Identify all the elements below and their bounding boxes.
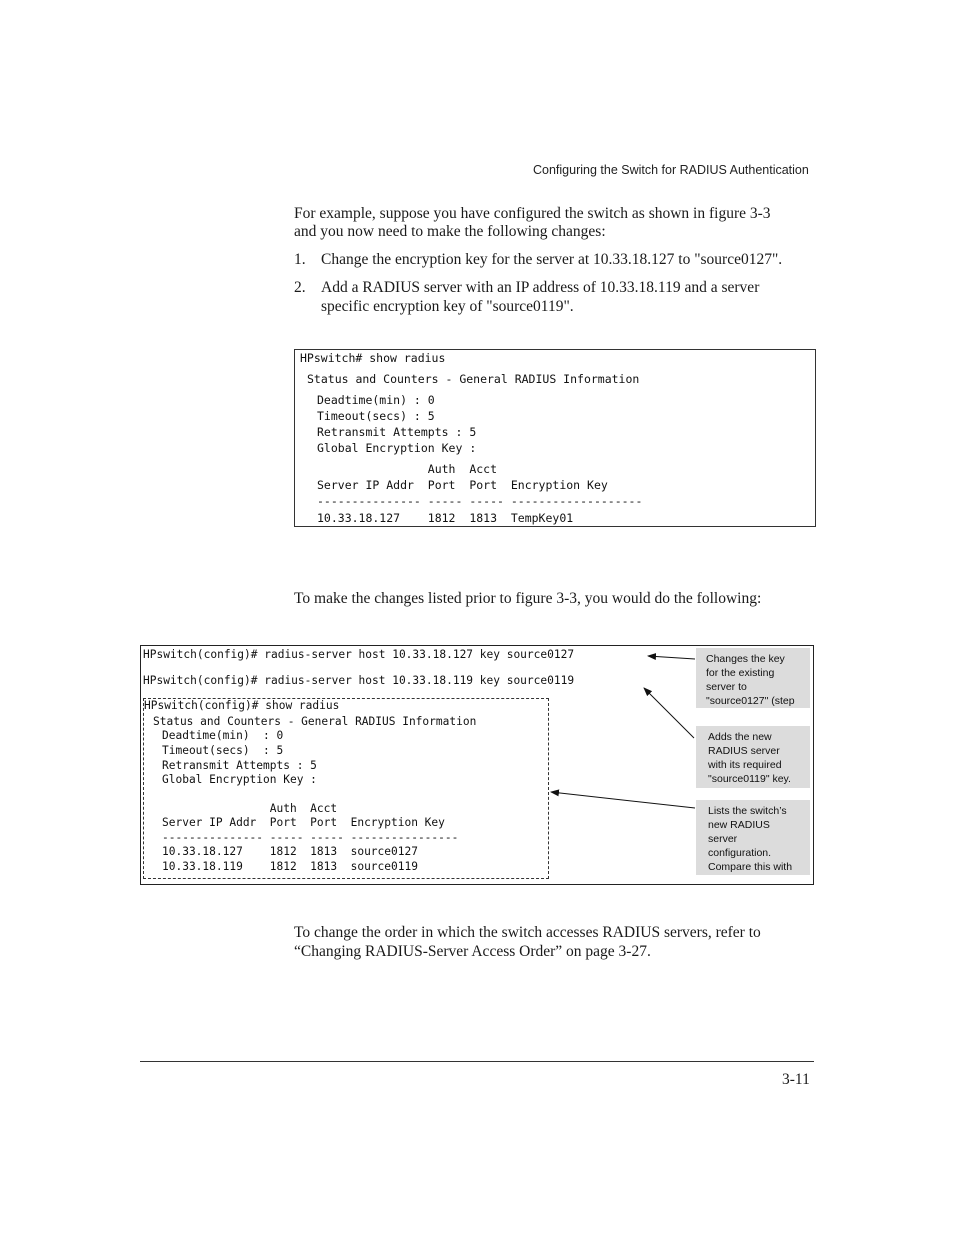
step-2-text-line-1: Add a RADIUS server with an IP address of 10.33.18.119 and a server	[321, 279, 760, 296]
fig2-command-1: HPswitch(config)# radius-server host 10.33.18.127 key source0127	[143, 648, 575, 661]
fig1-col-rule: --------------- ----- ----- -------------------	[317, 494, 643, 508]
fig2-col-rule: --------------- ----- ----- ----------------	[162, 831, 459, 844]
callout-2-line-4: "source0119" key.	[708, 773, 791, 785]
step-1-number: 1.	[294, 251, 306, 268]
fig2-col-header-2: Server IP Addr Port Port Encryption Key	[162, 816, 445, 829]
arrow-to-output-box	[551, 792, 695, 808]
callout-3-line-3: server	[708, 833, 738, 845]
fig1-retransmit: Retransmit Attempts : 5	[317, 425, 477, 439]
callout-2-line-2: RADIUS server	[708, 745, 780, 757]
fig2-table-row-2: 10.33.18.119 1812 1813 source0119	[162, 860, 418, 873]
step-2-text-line-2: specific encryption key of "source0119".	[321, 298, 574, 315]
intro-paragraph-line-1: For example, suppose you have configured the switch as shown in figure 3-3	[294, 205, 771, 222]
callout-1-line-2: for the existing	[706, 667, 775, 679]
closing-paragraph-line-1: To change the order in which the switch accesses RADIUS servers, refer to	[294, 924, 761, 941]
fig1-col-header-2: Server IP Addr Port Port Encryption Key	[317, 478, 608, 492]
fig2-col-header-1: Auth Acct	[162, 802, 338, 815]
step-2-number: 2.	[294, 279, 306, 296]
callout-3-line-2: new RADIUS	[708, 819, 770, 831]
fig1-command: HPswitch# show radius	[300, 351, 446, 365]
callout-1-line-1: Changes the key	[706, 653, 785, 665]
callout-1-line-4: "source0127" (step	[706, 695, 795, 707]
fig2-command-2: HPswitch(config)# radius-server host 10.33.18.119 key source0119	[143, 674, 575, 687]
fig1-deadtime: Deadtime(min) : 0	[317, 393, 435, 407]
arrow-to-command-2	[644, 688, 694, 738]
page-number: 3-11	[782, 1071, 810, 1088]
fig1-col-header-1: Auth Acct	[317, 462, 498, 476]
fig2-global-key: Global Encryption Key :	[162, 773, 317, 786]
fig1-global-key: Global Encryption Key :	[317, 441, 477, 455]
fig1-timeout: Timeout(secs) : 5	[317, 409, 435, 423]
callout-3-line-5: Compare this with	[708, 861, 793, 873]
intro-paragraph-line-2: and you now need to make the following changes:	[294, 223, 606, 240]
fig2-deadtime: Deadtime(min) : 0	[162, 729, 284, 742]
closing-paragraph-line-2: “Changing RADIUS-Server Access Order” on page 3-27.	[294, 943, 651, 960]
fig2-table-row-1: 10.33.18.127 1812 1813 source0127	[162, 845, 418, 858]
running-header: Configuring the Switch for RADIUS Authentication	[533, 163, 809, 177]
footer-rule	[140, 1061, 814, 1062]
fig2-retransmit: Retransmit Attempts : 5	[162, 759, 317, 772]
fig2-show-command: HPswitch(config)# show radius	[144, 699, 340, 712]
callout-3-line-1: Lists the switch’s	[708, 805, 787, 817]
transition-paragraph: To make the changes listed prior to figure 3-3, you would do the following:	[294, 590, 762, 607]
arrow-to-command-1	[648, 656, 695, 659]
step-1-text: Change the encryption key for the server at 10.33.18.127 to "source0127".	[321, 251, 783, 268]
callout-2-line-3: with its required	[708, 759, 782, 771]
fig1-table-row: 10.33.18.127 1812 1813 TempKey01	[317, 511, 574, 525]
fig1-title: Status and Counters - General RADIUS Information	[307, 372, 640, 386]
callout-1-line-3: server to	[706, 681, 747, 693]
fig2-title: Status and Counters - General RADIUS Information	[153, 715, 477, 728]
callout-3-line-4: configuration.	[708, 847, 772, 859]
fig2-timeout: Timeout(secs) : 5	[162, 744, 284, 757]
callout-2-line-1: Adds the new	[708, 731, 772, 743]
